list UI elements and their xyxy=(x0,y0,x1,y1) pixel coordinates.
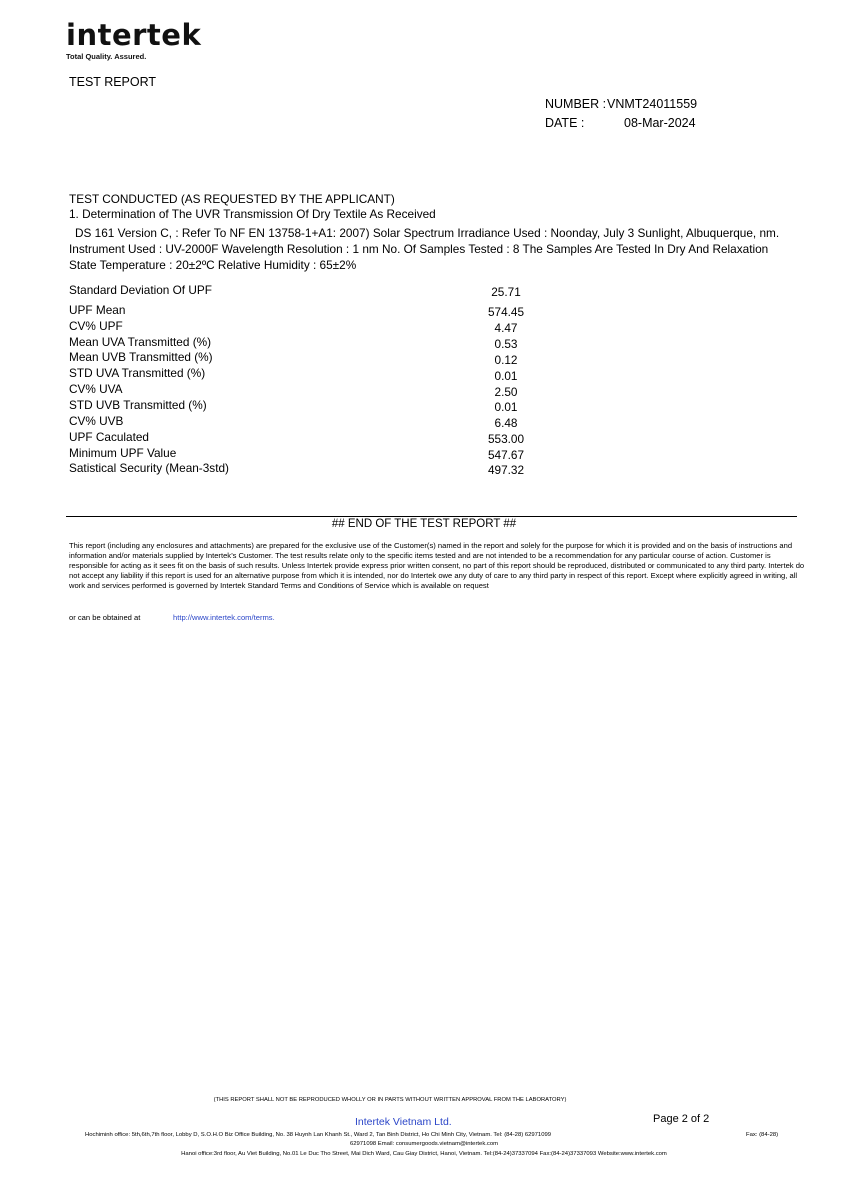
test-description-line-2: Instrument Used : UV-2000F Wavelength Resolution : 1 nm No. Of Samples Tested : 8 The Samples Are Tested In Dry And Relaxation xyxy=(69,242,769,256)
fax-label: Fax: (84-28) xyxy=(746,1132,779,1138)
report-date-value: 08-Mar-2024 xyxy=(624,116,696,130)
result-label: STD UVB Transmitted (%) xyxy=(69,398,207,412)
terms-obtain-label: or can be obtained at xyxy=(69,613,141,622)
result-value: 574.45 xyxy=(487,305,525,319)
test-description-line-3: State Temperature : 20±2ºC Relative Humidity : 65±2% xyxy=(69,258,357,272)
result-value: 497.32 xyxy=(487,463,525,477)
reproduction-note: (THIS REPORT SHALL NOT BE REPRODUCED WHOLLY OR IN PARTS WITHOUT WRITTEN APPROVAL FROM THE LABORATORY) xyxy=(213,1097,567,1103)
result-label: Minimum UPF Value xyxy=(69,446,177,460)
result-label: CV% UVA xyxy=(69,382,123,396)
result-value: 0.01 xyxy=(494,369,518,383)
report-date-label: DATE : xyxy=(545,116,585,130)
result-value: 0.53 xyxy=(494,337,518,351)
document-title: TEST REPORT xyxy=(69,75,157,89)
company-name: Intertek Vietnam Ltd. xyxy=(355,1116,452,1128)
result-label: Mean UVB Transmitted (%) xyxy=(69,350,213,364)
intertek-logo: intertek xyxy=(66,18,202,52)
result-value: 547.67 xyxy=(487,448,525,462)
report-number-value: VNMT24011559 xyxy=(607,97,698,111)
result-value: 6.48 xyxy=(494,416,518,430)
result-value: 0.12 xyxy=(494,353,518,367)
hcm-office-address: Hochiminh office: 5th,6th,7th floor, Lobby D, S.O.H.O Biz Office Building, No. 38 Huynh Lan Khanh St., Ward 2, Tan Binh District, Ho Chi Minh City, Vietnam. Tel: (84-28) 62971099 xyxy=(85,1132,552,1138)
hanoi-office-address: Hanoi office:3rd floor, Au Viet Building, No.01 Le Duc Tho Street, Mai Dich Ward, Cau Giay District, Hanoi, Vietnam. Tel:(84-24)37337094 Fax:(84-24)37337093 Website:www.intertek.com xyxy=(181,1151,667,1157)
result-value: 0.01 xyxy=(494,400,518,414)
result-value: 4.47 xyxy=(494,321,518,335)
disclaimer-text: This report (including any enclosures and attachments) are prepared for the exclusive use of the Customer(s) named in the report and solely for the purpose for which it is provided and on the basis of instructions and information and/or materials supplied by Intertek’s Customer. The test results relate only to the specific items tested and are not intended to be a recommendation for any particular course of action. Customer is responsible for acting as it sees fit on the basis of such results. Unless Intertek provide express prior written consent, no part of this report should be reproduced, distributed or communicated to any third party. Intertek do not accept any liability if this report is used for an alternative purpose from which it is intended, nor do Intertek owe any duty of care to any third party in respect of this report. Except where explicitly agreed in writing, all work and services performed is governed by Intertek Standard Terms and Conditions of Service which is available on request xyxy=(69,541,805,591)
result-value: 25.71 xyxy=(491,285,521,299)
result-label: STD UVA Transmitted (%) xyxy=(69,366,206,380)
end-of-report-marker: ## END OF THE TEST REPORT ## xyxy=(331,518,517,530)
logo-tagline: Total Quality. Assured. xyxy=(66,52,147,61)
result-label: UPF Caculated xyxy=(69,430,149,444)
result-value: 553.00 xyxy=(487,432,525,446)
test-title: 1. Determination of The UVR Transmission Of Dry Textile As Received xyxy=(69,207,436,221)
result-label: Mean UVA Transmitted (%) xyxy=(69,335,212,349)
end-divider xyxy=(66,516,797,517)
result-value: 2.50 xyxy=(494,385,518,399)
result-label: CV% UVB xyxy=(69,414,124,428)
result-label: CV% UPF xyxy=(69,319,123,333)
result-label: UPF Mean xyxy=(69,303,126,317)
result-label: Satistical Security (Mean-3std) xyxy=(69,461,229,475)
report-number-label: NUMBER : xyxy=(545,97,607,111)
page-number: Page 2 of 2 xyxy=(653,1113,710,1125)
test-conducted-heading: TEST CONDUCTED (AS REQUESTED BY THE APPLICANT) xyxy=(69,192,395,206)
fax-email-line: 62971098 Email: consumergoods.vietnam@intertek.com xyxy=(349,1141,499,1147)
test-description-line-1: DS 161 Version C, : Refer To NF EN 13758-1+A1: 2007) Solar Spectrum Irradiance Used : Noonday, July 3 Sunlight, Albuquerque, nm. xyxy=(75,226,780,240)
terms-link[interactable]: http://www.intertek.com/terms. xyxy=(173,613,275,622)
result-label: Standard Deviation Of UPF xyxy=(69,283,212,297)
